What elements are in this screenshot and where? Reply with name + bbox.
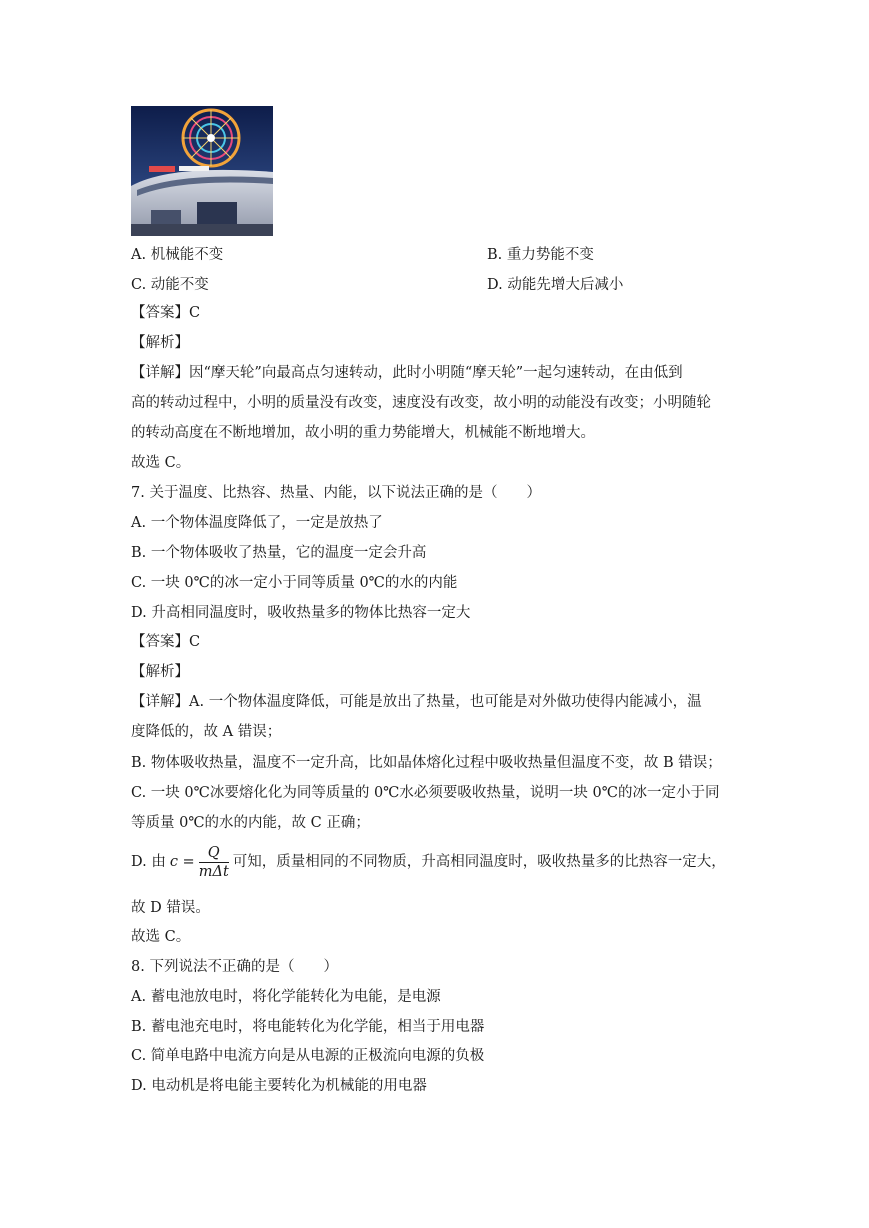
q7-detail-line: B. 物体吸收热量，温度不一定升高，比如晶体熔化过程中吸收热量但温度不变，故 B 错误； bbox=[131, 755, 722, 771]
q7-detail-line: 【详解】A. 一个物体温度降低，可能是放出了热量，也可能是对外做功使得内能减小，温 bbox=[131, 694, 702, 710]
q7-d-suffix: 可知，质量相同的不同物质，升高相同温度时，吸收热量多的比热容一定大， bbox=[232, 854, 726, 870]
q8-option-d: D. 电动机是将电能主要转化为机械能的用电器 bbox=[131, 1078, 427, 1094]
q6-conclusion: 故选 C。 bbox=[131, 455, 191, 471]
q6-option-c: C. 动能不变 bbox=[131, 277, 209, 293]
q8-option-b: B. 蓄电池充电时，将电能转化为化学能，相当于用电器 bbox=[131, 1019, 485, 1035]
q7-option-d: D. 升高相同温度时，吸收热量多的物体比热容一定大 bbox=[131, 605, 471, 621]
q7-conclusion: 故选 C。 bbox=[131, 929, 191, 945]
specific-heat-formula bbox=[170, 843, 229, 881]
q6-detail-line: 高的转动过程中，小明的质量没有改变，速度没有改变，故小明的动能没有改变；小明随轮 bbox=[131, 395, 711, 411]
formula-fraction bbox=[199, 844, 229, 881]
q7-d-prefix: D. 由 bbox=[131, 854, 166, 870]
q7-stem: 7. 关于温度、比热容、热量、内能，以下说法正确的是（ ） bbox=[131, 485, 541, 501]
formula-denominator: mΔt bbox=[198, 863, 229, 880]
q8-stem: 8. 下列说法不正确的是（ ） bbox=[131, 959, 338, 975]
q7-detail-line: 度降低的，故 A 错误； bbox=[131, 724, 282, 740]
q7-detail-line: C. 一块 0℃冰要熔化化为同等质量的 0℃水必须要吸收热量，说明一块 0℃的冰一定小于同 bbox=[131, 785, 720, 801]
q7-detail-d bbox=[131, 843, 726, 881]
q7-option-b: B. 一个物体吸收了热量，它的温度一定会升高 bbox=[131, 545, 427, 561]
q8-option-c: C. 简单电路中电流方向是从电源的正极流向电源的负极 bbox=[131, 1048, 485, 1064]
q6-detail-line: 的转动高度在不断地增加，故小明的重力势能增大，机械能不断地增大。 bbox=[131, 425, 595, 441]
ferris-wheel-photo bbox=[131, 106, 273, 236]
q7-analysis-label: 【解析】 bbox=[131, 664, 189, 680]
q7-option-a: A. 一个物体温度降低了，一定是放热了 bbox=[131, 515, 383, 531]
q6-option-a: A. 机械能不变 bbox=[131, 247, 224, 263]
formula-lhs: c = bbox=[169, 854, 195, 870]
formula-numerator: Q bbox=[199, 844, 229, 863]
q6-option-d: D. 动能先增大后减小 bbox=[487, 277, 624, 293]
q6-analysis-label: 【解析】 bbox=[131, 335, 189, 351]
q6-detail-line: 【详解】因“摩天轮”向最高点匀速转动，此时小明随“摩天轮”一起匀速转动，在由低到 bbox=[131, 365, 683, 381]
q7-answer: 【答案】C bbox=[131, 634, 201, 650]
q7-detail-line: 等质量 0℃的水的内能，故 C 正确； bbox=[131, 815, 370, 831]
q6-option-b: B. 重力势能不变 bbox=[487, 247, 594, 263]
q8-option-a: A. 蓄电池放电时，将化学能转化为电能，是电源 bbox=[131, 989, 441, 1005]
q6-answer: 【答案】C bbox=[131, 305, 201, 321]
q7-option-c: C. 一块 0℃的冰一定小于同等质量 0℃的水的内能 bbox=[131, 575, 458, 591]
q7-d-continuation: 故 D 错误。 bbox=[131, 900, 210, 916]
